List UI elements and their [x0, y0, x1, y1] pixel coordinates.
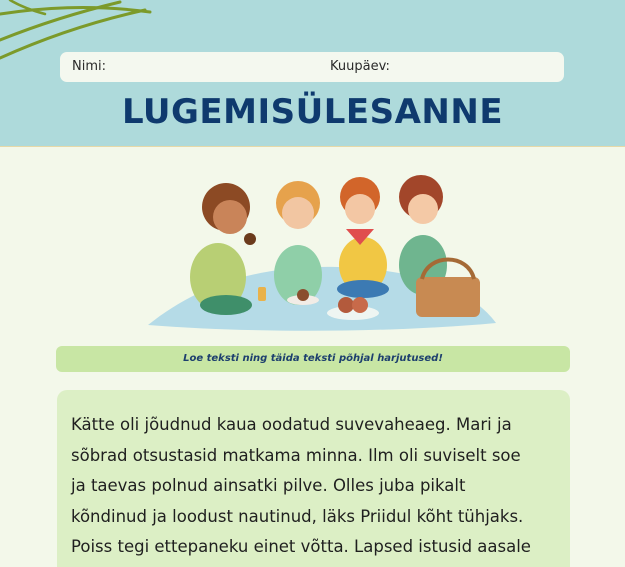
- reading-text: Kätte oli jõudnud kaua oodatud suvevaheaeg. Mari ja sõbrad otsustasid matkama minna. Ilm oli suviselt soe ja taevas polnud ainsatki pilve. Olles juba pikalt kõndinud ja loodust nautinud, läks Priidul kõht tühjaks. Poiss tegi ettepaneku einet võtta. Lapsed istusid aasale: [71, 415, 531, 556]
- name-date-bar: [60, 52, 564, 82]
- name-label: Nimi:: [72, 59, 106, 74]
- page-title: LUGEMISÜLESANNE: [121, 92, 504, 132]
- children-picnic-illustration: [138, 165, 498, 335]
- reading-text-box: [57, 390, 570, 567]
- header-band: [0, 0, 625, 147]
- date-label: Kuupäev:: [330, 59, 390, 74]
- instruction-banner: Loe teksti ning täida teksti põhjal harjutused!: [56, 346, 570, 372]
